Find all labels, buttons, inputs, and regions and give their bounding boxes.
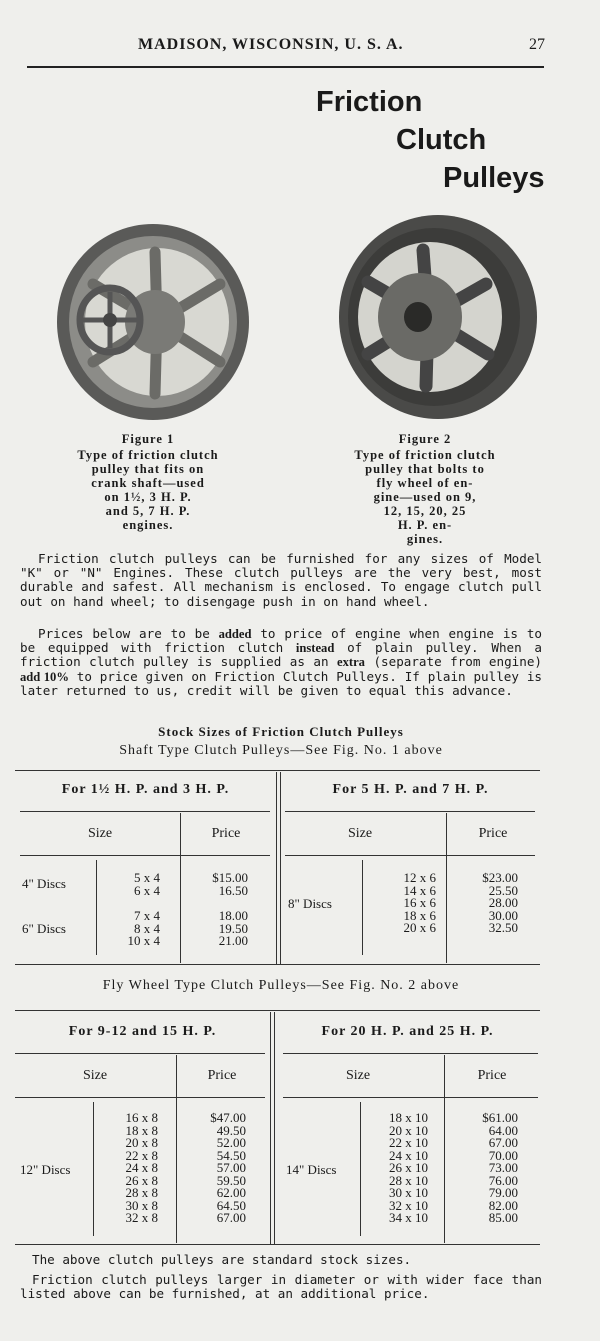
column-header-size: Size xyxy=(347,826,373,841)
column-header-size: Size xyxy=(82,1068,108,1083)
size-list: 5 x 4 6 x 4 xyxy=(134,870,160,898)
caption-line: on 1½, 3 H. P. xyxy=(104,490,192,504)
size-list: 12 x 6 14 x 6 16 x 6 18 x 6 20 x 6 xyxy=(403,870,436,935)
caption-line: 12, 15, 20, 25 xyxy=(383,504,467,518)
caption-line: engines. xyxy=(122,518,174,532)
disc-label: 14" Discs xyxy=(286,1162,337,1177)
size-list: 16 x 8 18 x 8 20 x 8 22 x 8 24 x 8 26 x 8 28 x 8 30 x 8 32 x 8 xyxy=(125,1110,158,1225)
page-header xyxy=(30,36,545,64)
table-1-right-heading: For 5 H. P. and 7 H. P. xyxy=(332,782,489,797)
caption-line: and 5, 7 H. P. xyxy=(105,504,191,518)
price-list: $61.00 64.00 67.00 70.00 73.00 76.00 79.00 82.00 85.00 xyxy=(482,1110,518,1225)
column-header-price: Price xyxy=(478,826,508,841)
figure-2-label: Figure 2 xyxy=(398,432,452,446)
table-1-left-heading: For 1½ H. P. and 3 H. P. xyxy=(61,782,230,797)
header-rule xyxy=(27,66,544,68)
table-1-subtitle: Shaft Type Clutch Pulleys—See Fig. No. 1 above xyxy=(119,743,443,758)
caption-line: gine—used on 9, xyxy=(373,490,477,504)
table-2-left-heading: For 9-12 and 15 H. P. xyxy=(68,1024,217,1039)
disc-label: 8" Discs xyxy=(288,896,332,911)
disc-label: 4" Discs xyxy=(22,876,66,891)
caption-line: gines. xyxy=(406,532,444,546)
column-header-size: Size xyxy=(345,1068,371,1083)
footer-note-2: Friction clutch pulleys larger in diameter or with wider face than listed above can be furnished, at an additional price. xyxy=(20,1272,542,1302)
price-list: $23.00 25.50 28.00 30.00 32.50 xyxy=(482,870,518,935)
section-title: Stock Sizes of Friction Clutch Pulleys xyxy=(158,724,404,739)
column-header-price: Price xyxy=(477,1068,507,1083)
column-header-price: Price xyxy=(211,826,241,841)
caption-line: pulley that bolts to xyxy=(365,462,485,476)
price-list: $15.00 16.50 xyxy=(212,870,248,898)
caption-line: fly wheel of en- xyxy=(376,476,474,490)
figure-2-caption xyxy=(330,432,520,546)
header-title: MADISON, WISCONSIN, U. S. A. xyxy=(138,36,404,53)
table-2-subtitle: Fly Wheel Type Clutch Pulleys—See Fig. No. 2 above xyxy=(102,978,460,993)
price-list: $47.00 49.50 52.00 54.50 57.00 59.50 62.00 64.50 67.00 xyxy=(210,1110,246,1225)
caption-line: Type of friction clutch xyxy=(354,448,496,462)
column-header-size: Size xyxy=(87,826,113,841)
figure-1-caption xyxy=(58,432,238,532)
title-line-3: Pulleys xyxy=(443,162,545,194)
caption-line: H. P. en- xyxy=(397,518,453,532)
disc-label: 6" Discs xyxy=(22,921,66,936)
table-2-right-heading: For 20 H. P. and 25 H. P. xyxy=(321,1024,494,1039)
caption-line: pulley that fits on xyxy=(91,462,205,476)
figure-1-label: Figure 1 xyxy=(121,432,175,446)
caption-line: Type of friction clutch xyxy=(77,448,219,462)
size-list: 18 x 10 20 x 10 22 x 10 24 x 10 26 x 10 28 x 10 30 x 10 32 x 10 34 x 10 xyxy=(389,1110,428,1225)
column-header-price: Price xyxy=(207,1068,237,1083)
pricing-paragraph: Prices below are to be added to price of engine when engine is to be equipped with friction clutch instead of plain pulley. When a friction clutch pulley is supplied as an extra (separate from engine) add 10% to price given on Friction Clutch Pulleys. If plain pulley is later returned to us, credit will be given to equal this advance. xyxy=(20,626,543,698)
caption-line: crank shaft—used xyxy=(91,476,205,490)
intro-paragraph: Friction clutch pulleys can be furnished for any sizes of Model "K" or "N" Engines. These clutch pulleys are the very best, most durable and safest. All mechanism is enclosed. To engage clutch pull out on hand wheel; to disengage push in on hand wheel. xyxy=(20,551,542,609)
footer-note-1: The above clutch pulleys are standard stock sizes. xyxy=(32,1252,412,1267)
page-number: 27 xyxy=(529,36,545,53)
price-list: 18.00 19.50 21.00 xyxy=(218,908,248,948)
title-line-2: Clutch xyxy=(396,124,487,156)
figure-2-pulley-image xyxy=(338,214,538,420)
disc-label: 12" Discs xyxy=(20,1162,71,1177)
title-line-1: Friction xyxy=(316,86,423,118)
size-list: 7 x 4 8 x 4 10 x 4 xyxy=(127,908,160,948)
figure-1-pulley-image xyxy=(55,222,251,422)
